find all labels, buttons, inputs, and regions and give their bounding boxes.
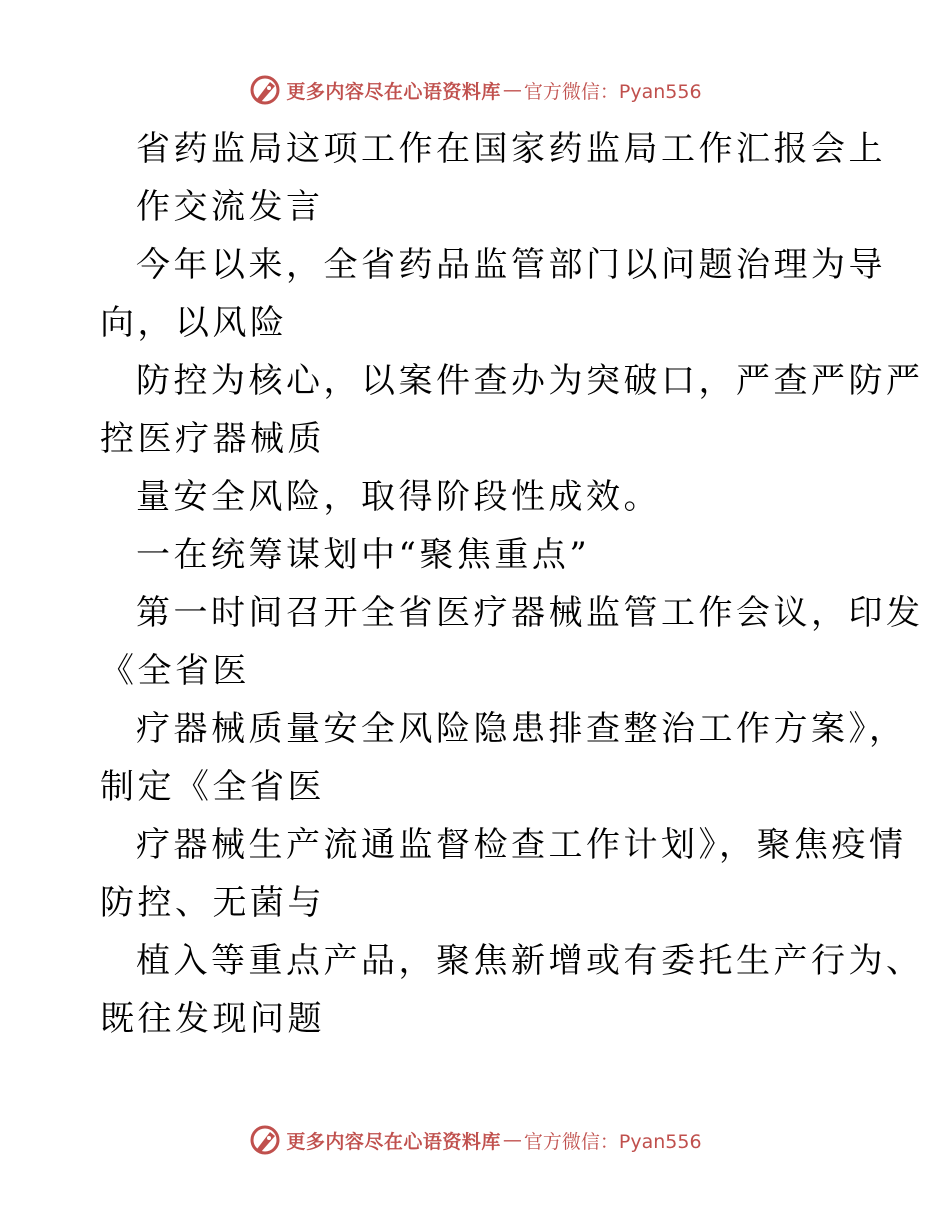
body-line-12: 制定《全省医 bbox=[100, 767, 325, 807]
body-line-3: 今年以来，全省药品监管部门以问题治理为导 bbox=[136, 245, 886, 285]
header-watermark bbox=[0, 70, 950, 110]
body-line-13: 疗器械生产流通监督检查工作计划》，聚焦疫情 bbox=[136, 825, 907, 865]
watermark-suffix: 官方微信：Pyan556 bbox=[523, 80, 702, 103]
body-line-7: 量安全风险，取得阶段性成效。 bbox=[136, 477, 661, 517]
pen-nib-logo-icon bbox=[248, 73, 282, 107]
body-line-9: 第一时间召开全省医疗器械监管工作会议，印发 bbox=[136, 593, 924, 633]
footer-watermark bbox=[0, 1120, 950, 1160]
pen-nib-logo-icon bbox=[248, 1123, 282, 1157]
body-line-8: 一在统筹谋划中“聚焦重点” bbox=[136, 535, 591, 575]
body-line-15: 植入等重点产品，聚焦新增或有委托生产行为、 bbox=[136, 941, 924, 981]
watermark-suffix: 官方微信：Pyan556 bbox=[523, 1130, 702, 1153]
watermark-dash: — bbox=[502, 1129, 522, 1151]
watermark-text: 更多内容尽在心语资料库 bbox=[286, 1130, 501, 1153]
body-line-10: 《全省医 bbox=[100, 651, 250, 691]
body-line-1: 省药监局这项工作在国家药监局工作汇报会上 bbox=[136, 129, 886, 169]
watermark-text: 更多内容尽在心语资料库 bbox=[286, 80, 501, 103]
body-line-14: 防控、无菌与 bbox=[100, 883, 325, 923]
body-line-11: 疗器械质量安全风险隐患排查整治工作方案》， bbox=[136, 709, 907, 749]
body-line-16: 既往发现问题 bbox=[100, 999, 325, 1039]
watermark-dash: — bbox=[502, 79, 522, 101]
document-body bbox=[100, 120, 924, 1048]
body-line-6: 控医疗器械质 bbox=[100, 419, 325, 459]
body-line-4: 向，以风险 bbox=[100, 303, 288, 343]
body-line-2: 作交流发言 bbox=[136, 187, 324, 227]
body-line-5: 防控为核心，以案件查办为突破口，严查严防严 bbox=[136, 361, 924, 401]
